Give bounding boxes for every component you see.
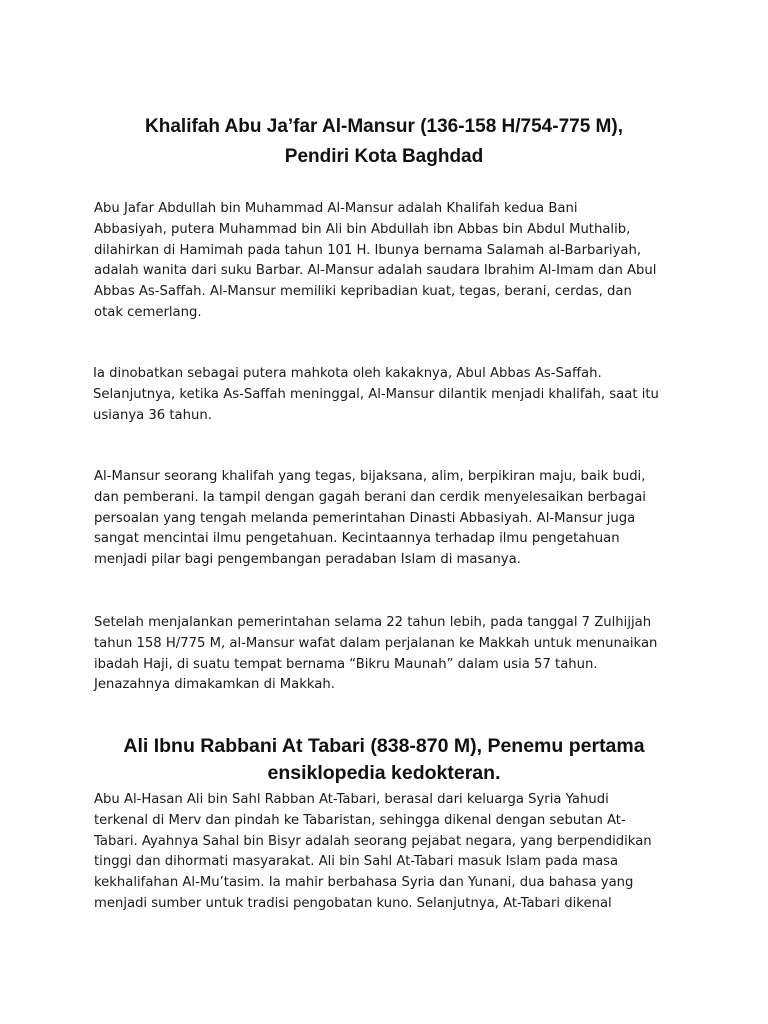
text-line: menjadi sumber untuk tradisi pengobatan kuno. Selanjutnya, At-Tabari dikenal <box>94 895 612 911</box>
text-line: Selanjutnya, ketika As-Saffah meninggal, Al-Mansur dilantik menjadi khalifah, saat itu <box>93 386 659 402</box>
paragraph-4 <box>94 613 684 696</box>
text-line: tinggi dan dihormati masyarakat. Ali bin Sahl At-Tabari masuk Islam pada masa <box>94 854 619 870</box>
text-line: Abu Al-Hasan Ali bin Sahl Rabban At-Tabari, berasal dari keluarga Syria Yahudi <box>94 792 609 807</box>
text-line: Tabari. Ayahnya Sahal bin Bisyr adalah seorang pejabat negara, yang berpendidikan <box>94 833 652 849</box>
paragraph-1 <box>94 199 684 324</box>
paragraph-2 <box>93 364 683 426</box>
text-line: ibadah Haji, di suatu tempat bernama “Bikru Maunah” dalam usia 57 tahun. <box>94 656 598 672</box>
section-2-title <box>60 733 708 787</box>
text-line: dilahirkan di Hamimah pada tahun 101 H. Ibunya bernama Salamah al-Barbariyah, <box>94 242 642 258</box>
text-line: usianya 36 tahun. <box>93 407 212 423</box>
text-line: Jenazahnya dimakamkan di Makkah. <box>94 677 335 693</box>
text-line: menjadi pilar bagi pengembangan peradaban Islam di masanya. <box>94 552 521 568</box>
text-line: Abbas As-Saffah. Al-Mansur memiliki kepribadian kuat, tegas, berani, cerdas, dan <box>94 284 632 300</box>
section-1-title-line-1: Khalifah Abu Ja’far Al-Mansur (136-158 H/754-775 M), <box>145 116 623 137</box>
text-line: Abu Jafar Abdullah bin Muhammad Al-Mansur adalah Khalifah kedua Bani <box>94 201 578 216</box>
text-line: dan pemberani. Ia tampil dengan gagah berani dan cerdik menyelesaikan berbagai <box>94 489 646 505</box>
section-2-title-line-2: ensiklopedia kedokteran. <box>267 762 501 784</box>
section-1-title-line-2: Pendiri Kota Baghdad <box>284 146 484 167</box>
text-line: otak cemerlang. <box>94 304 202 320</box>
paragraph-3 <box>94 467 684 571</box>
paragraph-5 <box>94 790 684 915</box>
text-line: adalah wanita dari suku Barbar. Al-Mansur adalah saudara Ibrahim Al-Imam dan Abul <box>94 263 657 279</box>
text-line: kekhalifahan Al-Mu’tasim. Ia mahir berbahasa Syria dan Yunani, dua bahasa yang <box>94 875 634 891</box>
section-1-title <box>60 112 708 172</box>
text-line: Abbasiyah, putera Muhammad bin Ali bin Abdullah ibn Abbas bin Abdul Muthalib, <box>94 221 631 237</box>
text-line: sangat mencintai ilmu pengetahuan. Kecintaannya terhadap ilmu pengetahuan <box>94 531 620 547</box>
section-2-title-line-1: Ali Ibnu Rabbani At Tabari (838-870 M), Penemu pertama <box>123 735 645 757</box>
text-line: tahun 158 H/775 M, al-Mansur wafat dalam perjalanan ke Makkah untuk menunaikan <box>94 635 658 651</box>
text-line: Ia dinobatkan sebagai putera mahkota oleh kakaknya, Abul Abbas As-Saffah. <box>93 366 602 381</box>
text-line: Setelah menjalankan pemerintahan selama 22 tahun lebih, pada tanggal 7 Zulhijjah <box>94 615 652 630</box>
text-line: persoalan yang tengah melanda pemerintahan Dinasti Abbasiyah. Al-Mansur juga <box>94 510 636 526</box>
text-line: terkenal di Merv dan pindah ke Tabaristan, sehingga dikenal dengan sebutan At- <box>94 812 626 828</box>
text-line: Al-Mansur seorang khalifah yang tegas, bijaksana, alim, berpikiran maju, baik budi, <box>94 469 646 484</box>
